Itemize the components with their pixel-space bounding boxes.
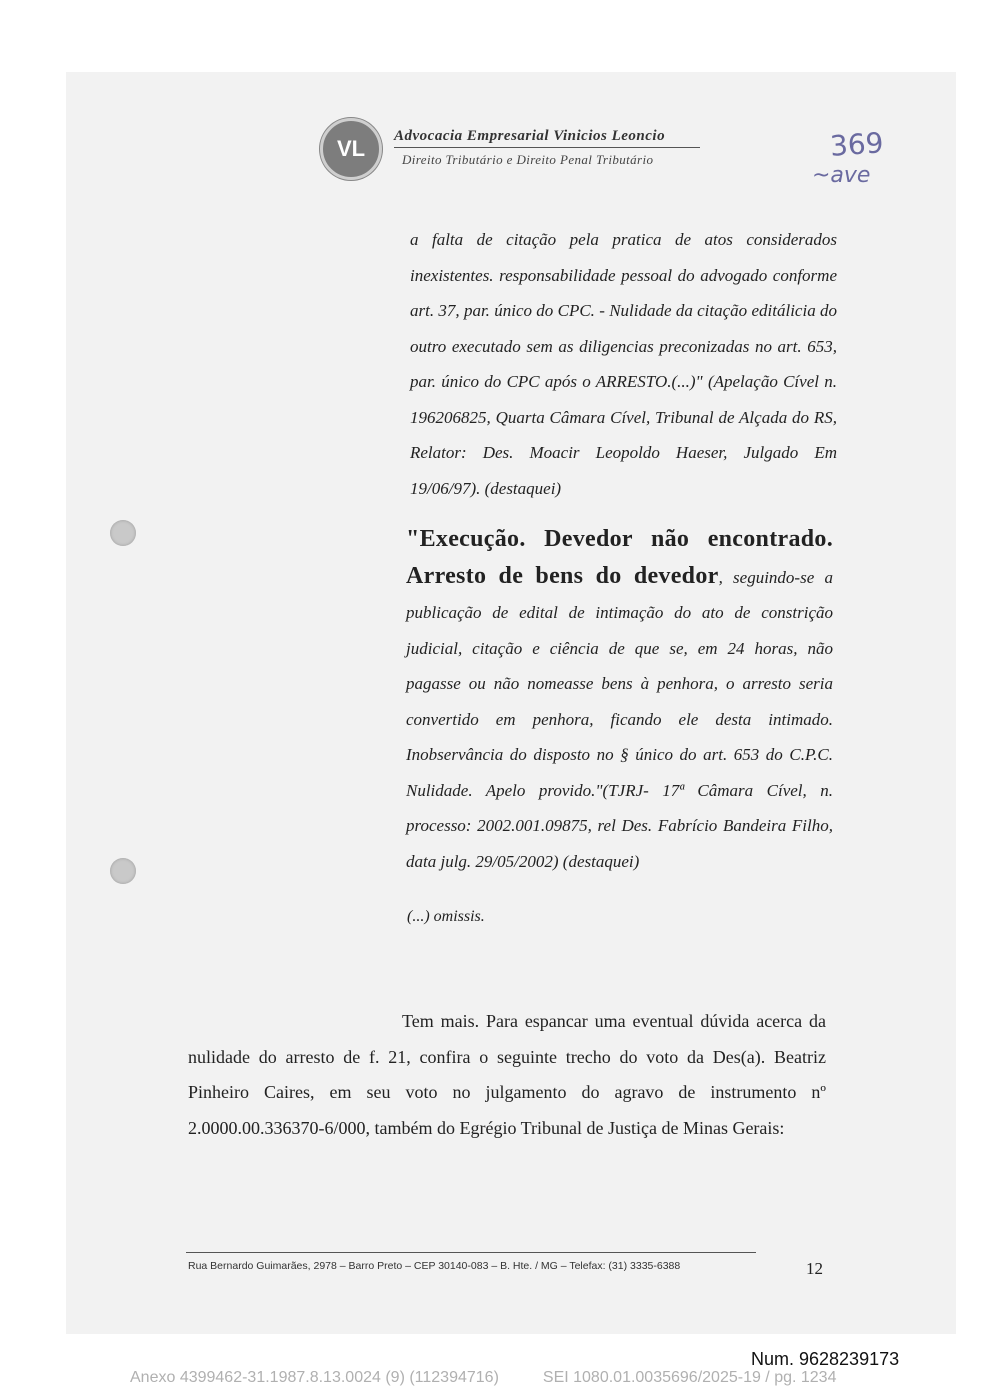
quote-2-lead: "Execução. Devedor não encontrado. Arresto de bens do devedor bbox=[406, 526, 833, 589]
firm-logo bbox=[320, 118, 382, 180]
firm-name: Advocacia Empresarial Vinicios Leoncio bbox=[394, 128, 700, 148]
page-number: 12 bbox=[806, 1259, 823, 1278]
punch-hole-top bbox=[110, 520, 136, 546]
document-number: Num. 9628239173 bbox=[751, 1349, 900, 1369]
annex-id: Anexo 4399462-31.1987.8.13.0024 (9) (112394716) bbox=[130, 1369, 499, 1386]
punch-hole-bottom bbox=[110, 858, 136, 884]
omissis: (...) omissis. bbox=[407, 908, 485, 925]
jurisprudence-quote-1: a falta de citação pela pratica de atos considerados inexistentes. responsabilidade pessoal do advogado conforme art. 37, par. único do CPC. - Nulidade da citação editálicia do outro executado sem as diligencias preconizadas no art. 653, par. único do CPC após o ARRESTO.(...)" (Apelação Cível n. 196206825, Quarta Câmara Cível, Tribunal de Alçada do RS, Relator: Des. Moacir Leopoldo Haeser, Julgado Em 19/06/97). (destaquei) bbox=[410, 230, 837, 498]
handwritten-page-number: 369 bbox=[828, 126, 885, 163]
footer-rule bbox=[186, 1252, 756, 1253]
annex-line bbox=[130, 1369, 880, 1387]
logo-text: VL bbox=[336, 136, 366, 161]
body-paragraph-text: Tem mais. Para espancar uma eventual dúvida acerca da nulidade do arresto de f. 21, confira o seguinte trecho do voto da Des(a). Beatriz Pinheiro Caires, em seu voto no julgamento do agravo de instrumento nº 2.0000.00.336370-6/000, também do Egrégio Tribunal de Justiça de Minas Gerais: bbox=[188, 1011, 826, 1138]
footer-address: Rua Bernardo Guimarães, 2978 – Barro Preto – CEP 30140-083 – B. Hte. / MG – Telefax: (31) 3335-6388 bbox=[188, 1260, 681, 1272]
jurisprudence-quote-2 bbox=[406, 522, 833, 879]
quote-2-rest: , seguindo-se a publicação de edital de intimação do ato de constrição judicial, citação e ciência de que se, em 24 horas, não pagasse ou não nomeasse bens à penhora, o arresto seria convertido em penhora, ficando ele desta intimado. Inobservância do disposto no § único do art. 653 do C.P.C. Nulidade. Apelo provido."(TJRJ- 17ª Câmara Cível, n. processo: 2002.001.09875, rel Des. Fabrício Bandeira Filho, data julg. 29/05/2002) (destaquei) bbox=[406, 567, 833, 871]
sei-reference: SEI 1080.01.0035696/2025-19 / pg. 1234 bbox=[542, 1369, 837, 1386]
body-paragraph bbox=[188, 1004, 826, 1146]
handwritten-initials: ~ave bbox=[812, 163, 871, 188]
firm-subtitle: Direito Tributário e Direito Penal Tributário bbox=[402, 152, 654, 167]
